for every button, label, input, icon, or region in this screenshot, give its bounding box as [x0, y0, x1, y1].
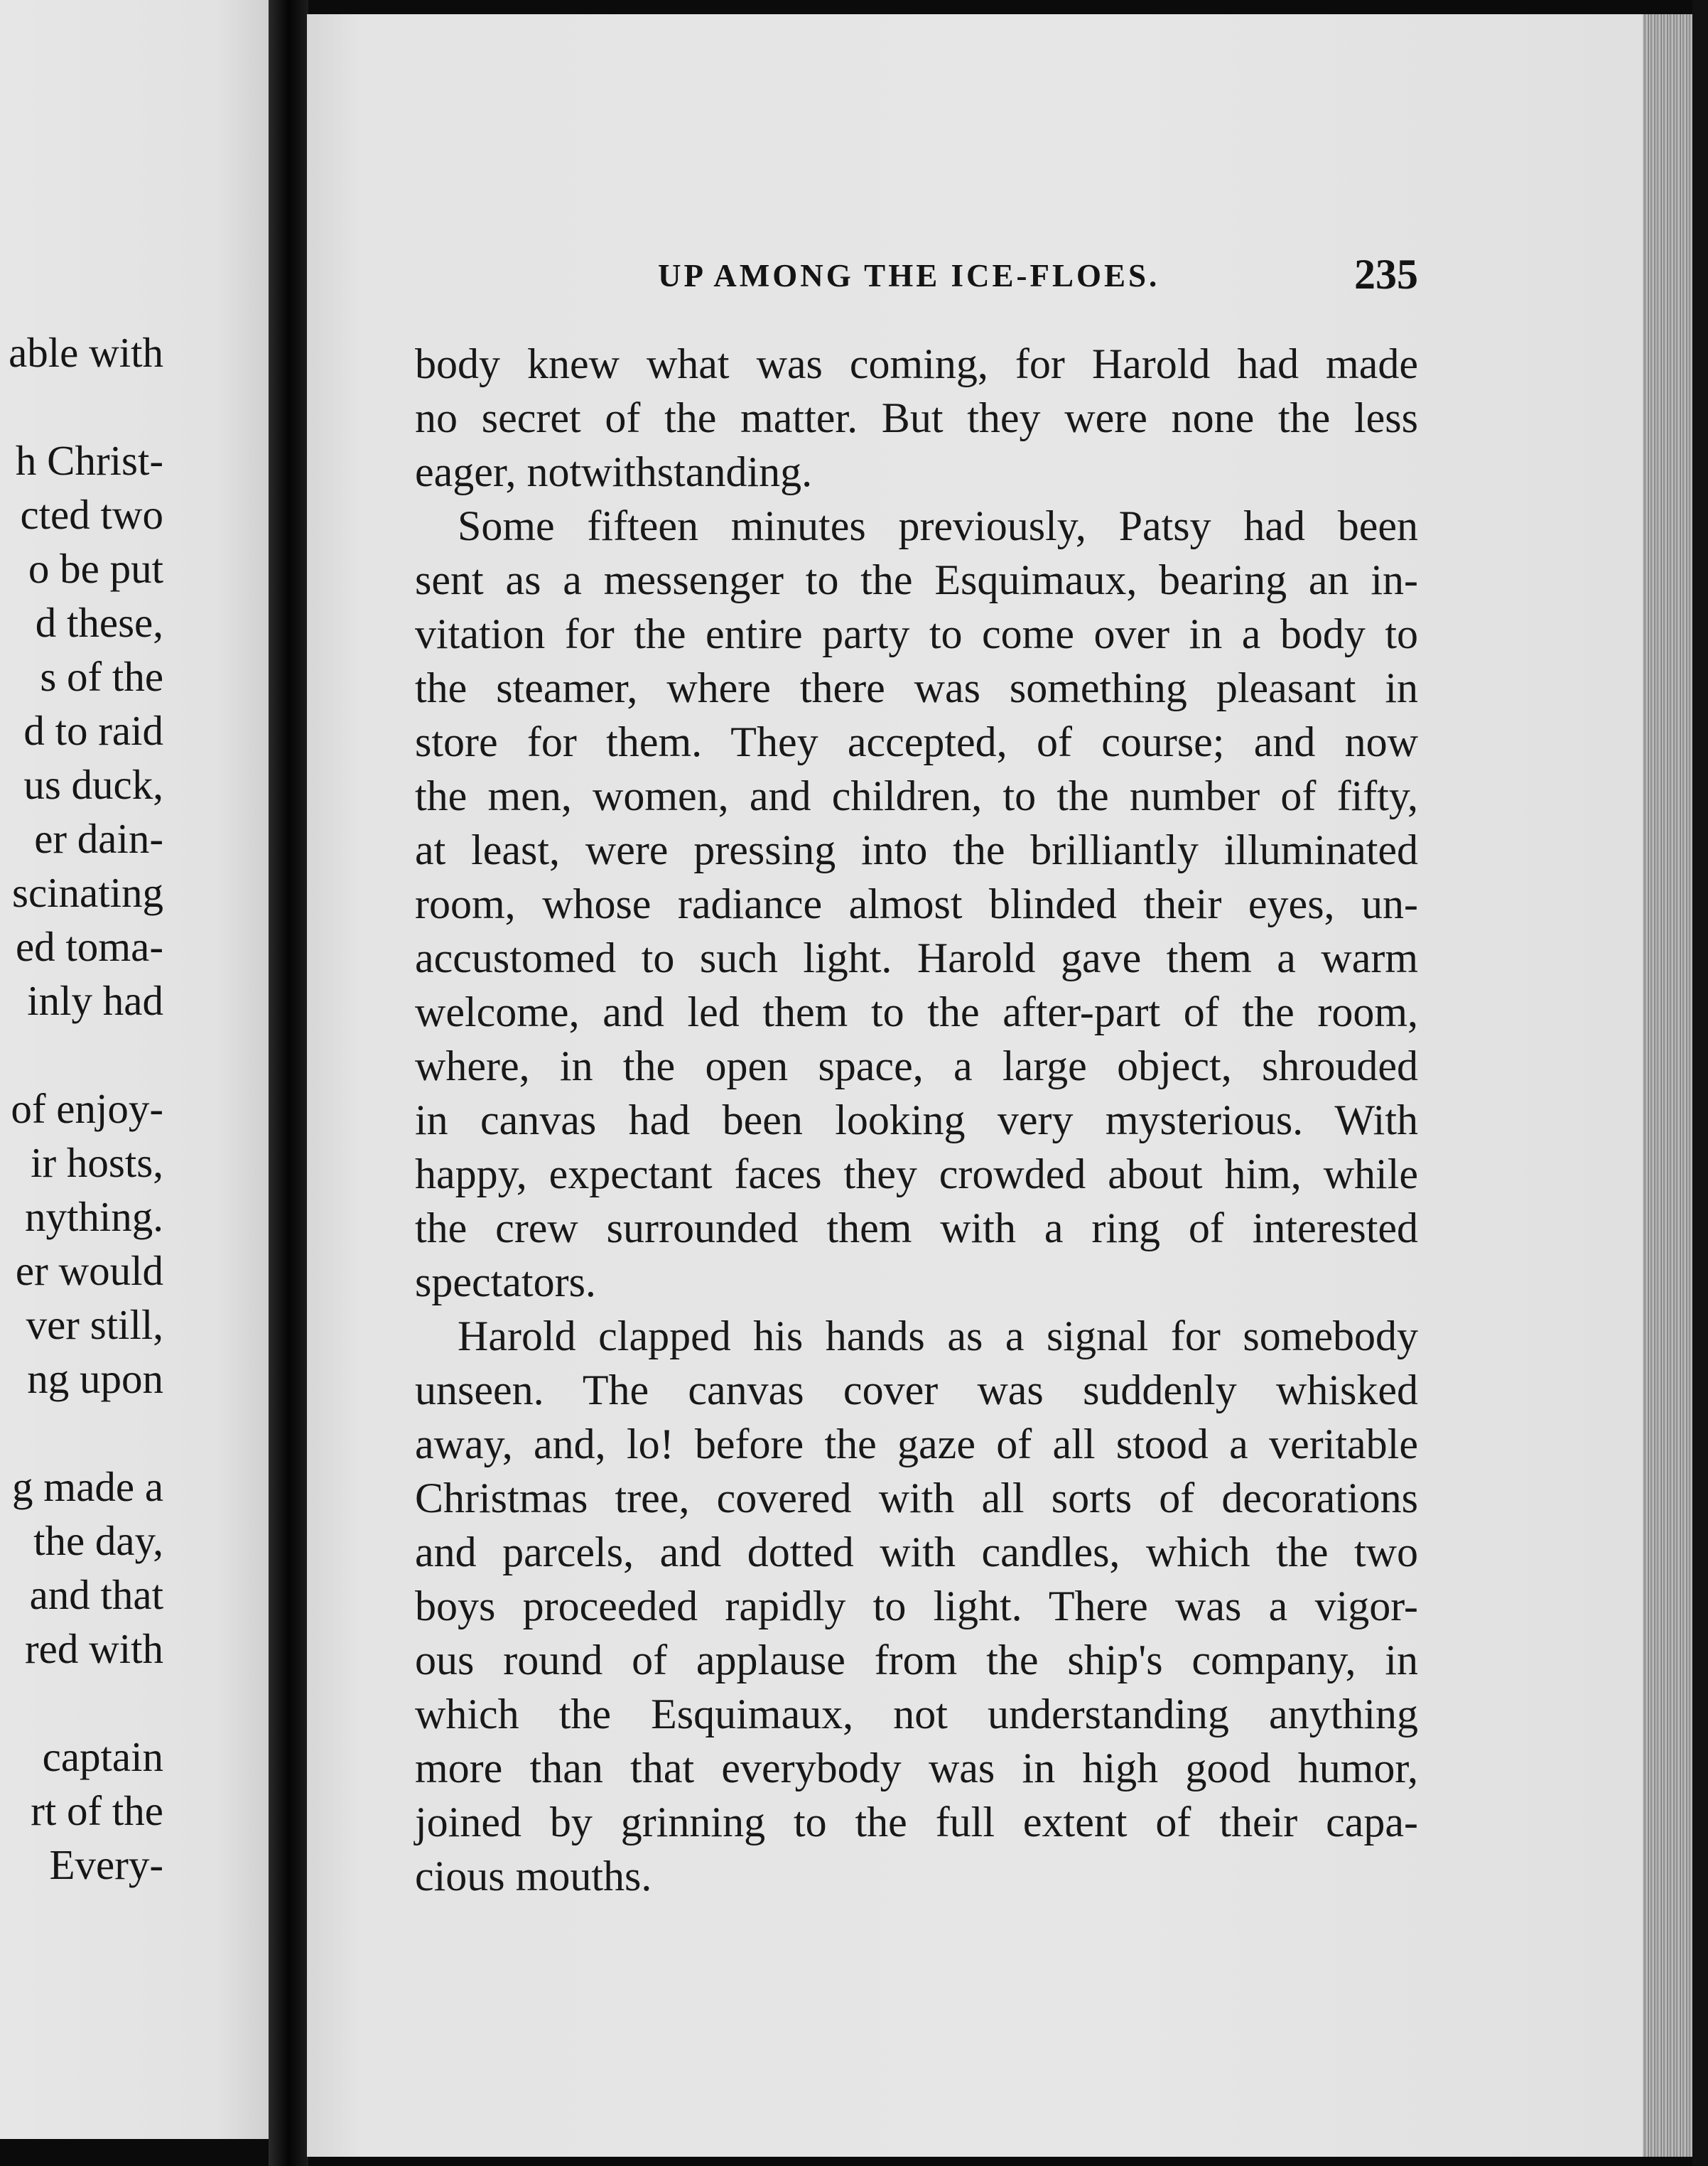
body-line: vitation for the entire party to come over in a body to	[415, 610, 1418, 657]
left-page-line: ver still,	[26, 1301, 163, 1348]
body-line: away, and, lo! before the gaze of all stood a veritable	[415, 1421, 1418, 1467]
body-line: spectators.	[415, 1259, 596, 1305]
left-page	[0, 0, 271, 2139]
body-line: boys proceeded rapidly to light. There was a vigor-	[415, 1583, 1418, 1629]
left-page-line: ng upon	[27, 1355, 163, 1402]
body-line: Some fifteen minutes previously, Patsy had been	[458, 502, 1418, 549]
left-page-line: able with	[9, 329, 163, 376]
body-line: welcome, and led them to the after-part of the room,	[415, 988, 1418, 1035]
left-page-line: cted two	[20, 491, 163, 538]
left-page-line: d to raid	[23, 707, 163, 754]
left-page-line: and that	[29, 1571, 163, 1618]
left-page-line: captain	[42, 1733, 163, 1780]
left-page-line: er would	[15, 1247, 163, 1294]
running-head: UP AMONG THE ICE-FLOES.	[658, 258, 1160, 293]
left-page-line: rt of the	[31, 1787, 163, 1834]
body-line: at least, were pressing into the brilliantly illuminated	[415, 826, 1418, 873]
left-page-line: ed toma-	[15, 923, 163, 970]
body-line: body knew what was coming, for Harold had made	[415, 340, 1418, 387]
left-page-line: red with	[25, 1625, 163, 1672]
body-line: happy, expectant faces they crowded about him, while	[415, 1151, 1418, 1197]
scan-border	[1692, 0, 1708, 2166]
left-page-line: d these,	[35, 599, 163, 646]
body-line: more than that everybody was in high good humor,	[415, 1745, 1418, 1791]
left-page-line: nything.	[24, 1193, 163, 1240]
page-number: 235	[1354, 251, 1418, 298]
left-page-line: s of the	[40, 653, 163, 700]
body-line: Christmas tree, covered with all sorts of decorations	[415, 1475, 1418, 1521]
left-page-line: us duck,	[23, 761, 163, 808]
body-line: store for them. They accepted, of course; and now	[415, 718, 1418, 765]
body-line: sent as a messenger to the Esquimaux, bearing an in-	[415, 556, 1418, 603]
page-edges	[1643, 14, 1692, 2157]
left-page-line: Every-	[49, 1841, 163, 1888]
body-line: where, in the open space, a large object, shrouded	[415, 1042, 1418, 1089]
body-line: room, whose radiance almost blinded their eyes, un-	[415, 880, 1418, 927]
body-line: accustomed to such light. Harold gave them a warm	[415, 934, 1418, 981]
left-page-line: ir hosts,	[31, 1139, 163, 1186]
body-line: the steamer, where there was something pleasant in	[415, 664, 1418, 711]
body-line: the men, women, and children, to the number of fifty,	[415, 772, 1418, 819]
left-page-line: er dain-	[34, 815, 163, 862]
left-page-line: h Christ-	[15, 437, 163, 484]
left-page-line: the day,	[33, 1517, 163, 1564]
body-line: in canvas had been looking very mysterious. With	[415, 1097, 1418, 1143]
book-gutter	[269, 0, 308, 2166]
left-page-line: g made a	[12, 1463, 163, 1510]
left-page-line: inly had	[27, 977, 163, 1024]
body-line: and parcels, and dotted with candles, which the two	[415, 1529, 1418, 1575]
left-page-line: of enjoy-	[11, 1085, 163, 1132]
body-line: the crew surrounded them with a ring of interested	[415, 1205, 1418, 1251]
body-line: no secret of the matter. But they were none the less	[415, 394, 1418, 441]
body-line: which the Esquimaux, not understanding anything	[415, 1691, 1418, 1737]
body-line: joined by grinning to the full extent of their capa-	[415, 1799, 1418, 1846]
body-line: unseen. The canvas cover was suddenly whisked	[415, 1367, 1418, 1413]
body-line: ous round of applause from the ship's company, in	[415, 1637, 1418, 1683]
body-line: eager, notwithstanding.	[415, 448, 813, 495]
body-line: cious mouths.	[415, 1853, 652, 1900]
left-page-line: o be put	[28, 545, 163, 592]
body-line: Harold clapped his hands as a signal for somebody	[458, 1313, 1418, 1359]
left-page-line: scinating	[11, 869, 163, 916]
